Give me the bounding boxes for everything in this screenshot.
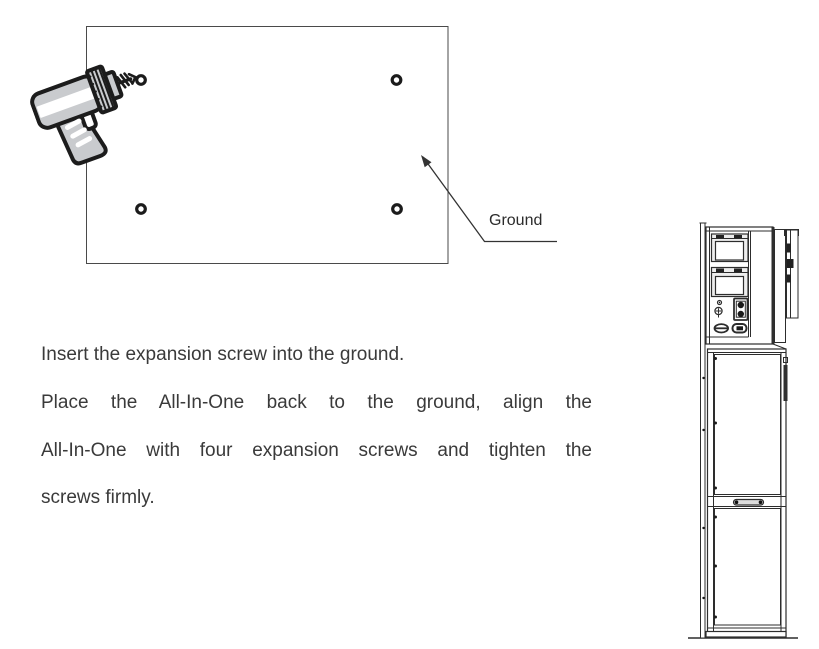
display-screen (712, 234, 749, 262)
side-port (787, 244, 792, 253)
base-plinth (706, 632, 786, 638)
power-socket (734, 299, 748, 321)
side-port (787, 259, 794, 268)
battery-cabinet (708, 349, 787, 637)
instruction-line: All-In-One with four expansion screws and tighten the (41, 439, 592, 461)
screw-hole-icon (393, 205, 402, 214)
instruction-text (41, 331, 592, 522)
screw-hole-icon (392, 76, 401, 85)
all-in-one-cabinet-illustration (685, 212, 805, 648)
side-vent (784, 365, 788, 401)
screw-hole-icon (137, 205, 146, 214)
instruction-line: screws firmly. (41, 487, 155, 509)
instruction-line: Place the All-In-One back to the ground, align the (41, 391, 592, 413)
instruction-line: Insert the expansion screw into the ground. (41, 344, 405, 365)
side-port (787, 275, 792, 283)
ground-label: Ground (489, 212, 543, 229)
display-screen (712, 268, 749, 297)
ground-plate-diagram (80, 20, 580, 280)
inverter-side-panel (775, 230, 786, 343)
